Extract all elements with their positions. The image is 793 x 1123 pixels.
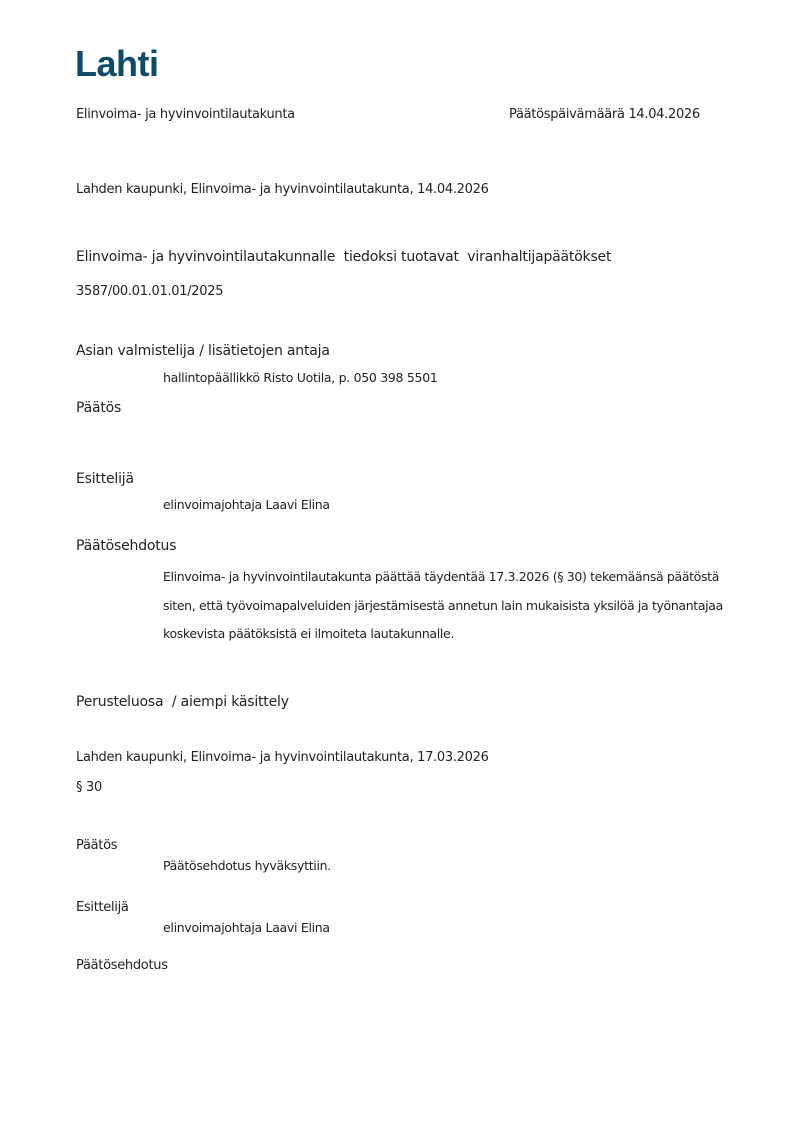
- background-presenter-label: Esittelijä: [76, 900, 129, 915]
- background-presenter-value: elinvoimajohtaja Laavi Elina: [163, 920, 330, 935]
- proposal-text: Elinvoima- ja hyvinvointilautakunta päättää täydentää 17.3.2026 (§ 30) tekemäänsä päätöstä siten, että työvoimapalveluiden järjestämisestä annetun lain mukaisista yksilöä ja työnantajaa koskevista päätöksistä ei ilmoiteta lautakunnalle.: [163, 569, 723, 641]
- header-decision-date: Päätöspäivämäärä 14.04.2026: [509, 107, 700, 122]
- presenter-label: Esittelijä: [76, 471, 134, 487]
- background-meeting-line: Lahden kaupunki, Elinvoima- ja hyvinvointilautakunta, 17.03.2026: [76, 750, 489, 765]
- background-decision-value: Päätösehdotus hyväksyttiin.: [163, 858, 331, 873]
- proposal-label: Päätösehdotus: [76, 538, 177, 554]
- preparer-label: Asian valmistelija / lisätietojen antaja: [76, 343, 330, 359]
- background-proposal-label: Päätösehdotus: [76, 958, 168, 973]
- background-section: § 30: [76, 780, 102, 795]
- presenter-value: elinvoimajohtaja Laavi Elina: [163, 497, 330, 512]
- document-title: Elinvoima- ja hyvinvointilautakunnalle tiedoksi tuotavat viranhaltijapäätökset: [76, 249, 612, 265]
- diary-number: 3587/00.01.01.01/2025: [76, 284, 224, 299]
- decision-label: Päätös: [76, 400, 122, 416]
- background-label: Perusteluosa / aiempi käsittely: [76, 694, 289, 710]
- lahti-logo: Lahti: [75, 43, 159, 84]
- meeting-line: Lahden kaupunki, Elinvoima- ja hyvinvointilautakunta, 14.04.2026: [76, 182, 489, 197]
- preparer-value: hallintopäällikkö Risto Uotila, p. 050 398 5501: [163, 370, 438, 385]
- background-decision-label: Päätös: [76, 838, 118, 853]
- header-committee: Elinvoima- ja hyvinvointilautakunta: [76, 107, 295, 122]
